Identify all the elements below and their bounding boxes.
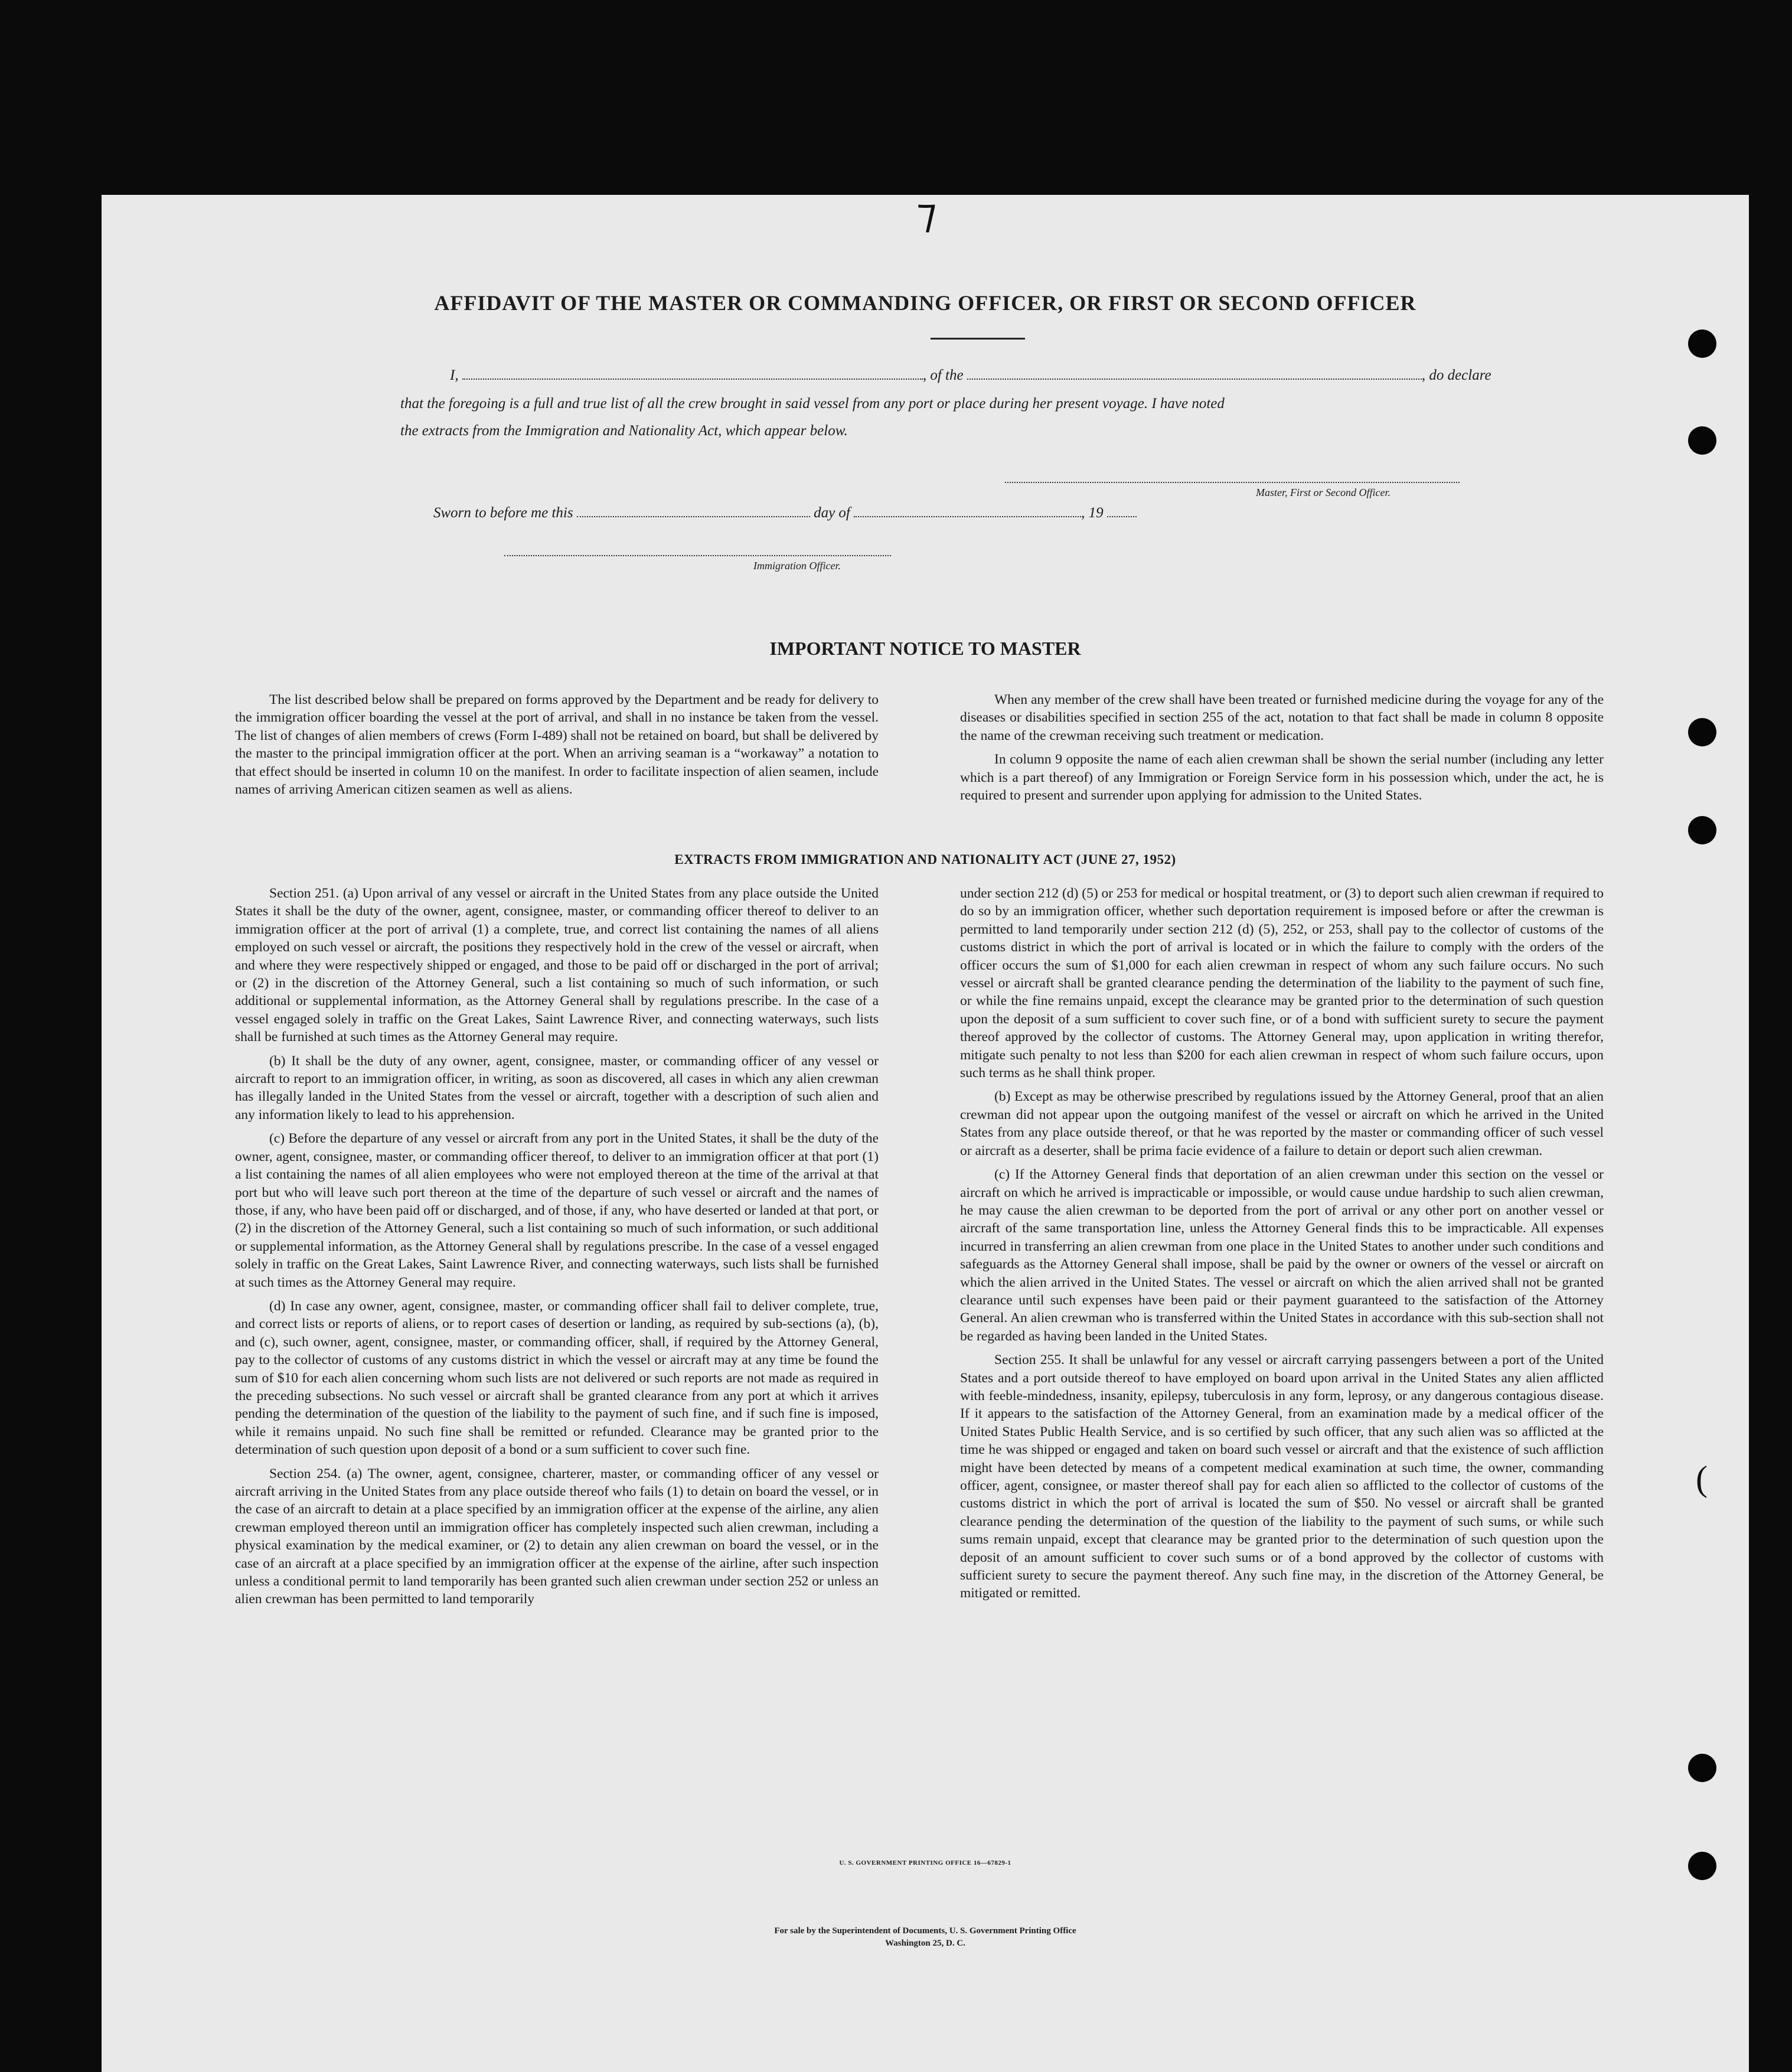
declare-label: , do declare [1421, 367, 1491, 383]
extracts-left-column [235, 885, 879, 1614]
notice-title: IMPORTANT NOTICE TO MASTER [769, 638, 1081, 659]
sworn-month-field[interactable] [854, 516, 1081, 517]
section-254a-continued: under section 212 (d) (5) or 253 for medical or hospital treatment, or (3) to deport such alien crewman if required to do so by an immigration officer, whether such deportation requirement is imposed before or after the crewman is permitted to land temporarily under section 212 (d) (5), 252, or 253, shall pay to the collector of customs of the customs district in which the port of arrival is located or in which the failure to comply with the orders of the officer occurs the sum of $1,000 for each alien crewman in respect of whom any such failure occurs. No such vessel or aircraft shall be granted clearance pending the determination of the liability to the payment of such fine, or while the fine remains unpaid, except the clearance may be granted prior to the determination of such question upon the deposit of a sum sufficient to cover such fine, or of a bond with sufficient surety to secure the payment thereof approved by the collector of customs. The Attorney General may, upon application in writing therefor, mitigate such penalty to not less than $200 for each alien crewman in respect of whom such failure occurs, upon such terms as he shall think proper. [960, 886, 1604, 1081]
section-254c: (c) If the Attorney General finds that deportation of an alien crewman under this section on the vessel or aircraft on which he arrived is impracticable or impossible, or would cause undue hardship to such alien crewman, he may cause the alien crewman to be deported from the port of arrival or any other port on another vessel or aircraft of the same transportation line, unless the Attorney General finds this to be impracticable. All expenses incurred in transferring an alien crewman from one place in the United States to another under such conditions and safeguards as the Attorney General shall impose, shall be paid by the owner or owners of the vessel or aircraft on which the alien arrived in the United States. The vessel or aircraft on which the alien arrived shall not be granted clearance until such expenses have been paid or their payment guaranteed to the satisfaction of the Attorney General. An alien crewman who is transferred within the United States in accordance with this sub-section shall not be regarded as having been landed in the United States. [960, 1167, 1604, 1344]
title-rule [931, 338, 1025, 340]
declaration-line [450, 367, 1572, 384]
notice-right-column [960, 691, 1604, 810]
notice-paragraph: When any member of the crew shall have been treated or furnished medicine during the voyage for any of the diseases or disabilities specified in section 255 of the act, notation to that fact shall be made in column 8 opposite the name of the crewman receiving such treatment or medication. [960, 692, 1604, 743]
binder-hole [1688, 816, 1716, 844]
day-of-label: day of [814, 505, 850, 521]
master-signature-line[interactable] [1005, 482, 1460, 483]
master-signature-label: Master, First or Second Officer. [1256, 487, 1390, 498]
section-251a: Section 251. (a) Upon arrival of any vessel or aircraft in the United States from any place outside the United States it shall be the duty of the owner, agent, consignee, master, or commanding officer thereof to deliver to an immigration officer at the port of arrival (1) a complete, true, and correct list containing the names of all aliens employed on such vessel or aircraft, the positions they respectively hold in the crew of the vessel or aircraft, when and where they were respectively shipped or engaged, and those to be paid off or discharged in the port of arrival; or (2) in the discretion of the Attorney General, such a list containing so much of such information, or such additional or supplemental information, as the Attorney General shall by regulations prescribe. In the case of a vessel engaged solely in traffic on the Great Lakes, Saint Lawrence River, and connecting waterways, such lists shall be furnished at such times as the Attorney General may require. [235, 886, 879, 1045]
immigration-officer-signature-line[interactable] [504, 555, 891, 556]
torn-mark: ⁊ [916, 191, 937, 237]
affidavit-title: AFFIDAVIT OF THE MASTER OR COMMANDING OFFICER, OR FIRST OR SECOND OFFICER [434, 291, 1416, 315]
section-254a: Section 254. (a) The owner, agent, consignee, charterer, master, or commanding officer of any vessel or aircraft arriving in the United States from any place outside thereof who fails (1) to detain on board the vessel, or in the case of an aircraft to detain at a place specified by an immigration officer at the expense of the airline, any alien crewman employed thereon until an immigration officer has completely inspected such alien crewman, including a physical examination by the medical examiner, or (2) to detain any alien crewman on board the vessel, or in the case of an aircraft at a place specified by an immigration officer at the expense of the airline, after such inspection unless a conditional permit to land temporarily has been granted such alien crewman under section 252 or unless an alien crewman has been permitted to land temporarily [235, 1466, 879, 1607]
sworn-day-field[interactable] [577, 516, 810, 517]
of-the-label: , of the [922, 367, 964, 383]
immigration-officer-label: Immigration Officer. [753, 560, 841, 572]
notice-left-column [235, 691, 879, 804]
sworn-year-field[interactable] [1107, 516, 1137, 517]
name-field[interactable] [462, 378, 923, 380]
gpo-imprint: U. S. GOVERNMENT PRINTING OFFICE 16—67829-1 [839, 1859, 1011, 1867]
section-251c: (c) Before the departure of any vessel or aircraft from any port in the United States, it shall be the duty of the owner, agent, consignee, master, or commanding officer thereof, to deliver to an immigration officer at that port (1) a list containing the names of all alien employees who were not employed thereon at the time of the arrival at that port but who will leave such port thereon at the time of the departure of such vessel or aircraft and the names of those, if any, who have been paid off or discharged, and of those, if any, who have deserted or landed at that port, or (2) in the discretion of the Attorney General, such a list containing so much of such information, or such additional or supplemental information, as the Attorney General shall by regulations prescribe. In the case of a vessel engaged solely in traffic on the Great Lakes, Saint Lawrence River, and connecting waterways, such lists shall be furnished at such times as the Attorney General may require. [235, 1131, 879, 1290]
binder-hole [1688, 1754, 1716, 1782]
binder-hole [1688, 426, 1716, 455]
sworn-label: Sworn to before me this [433, 505, 573, 521]
i-label: I, [450, 367, 459, 383]
section-255: Section 255. It shall be unlawful for any vessel or aircraft carrying passengers between a port of the United States and a port outside thereof to have employed on board upon arrival in the United States any alien afflicted with feeble-mindedness, insanity, epilepsy, tuberculosis in any form, leprosy, or any dangerous contagious disease. If it appears to the satisfaction of the Attorney General, from an examination made by a medical officer of the United States Public Health Service, and is so certified by such officer, that any such alien was so afflicted at the time he was shipped or engaged and taken on board such vessel or aircraft and that the existence of such affliction might have been detected by means of a competent medical examination at such time, the owner, commanding officer, agent, consignee, or master thereof shall pay for each alien so afflicted to the collector of customs of the customs district in which the port of arrival is located the sum of $50. No vessel or aircraft shall be granted clearance pending the determination of the question of the liability to the payment of such sums, or while such sums remain unpaid, except that clearance may be granted prior to the determination of such question upon the deposit of an amount sufficient to cover such sums or of a bond approved by the collector of customs with sufficient surety to secure the payment thereof. Any such fine may, in the discretion of the Attorney General, be mitigated or remitted. [960, 1352, 1604, 1601]
sale-line-2: Washington 25, D. C. [885, 1939, 965, 1948]
section-251d: (d) In case any owner, agent, consignee, master, or commanding officer shall fail to deliver complete, true, and correct lists or reports of aliens, or to report cases of desertion or landing, as required by sub-sections (a), (b), and (c), such owner, agent, consignee, master, or commanding officer, shall, if required by the Attorney General, pay to the collector of customs of any customs district in which the vessel or aircraft may at any time be found the sum of $10 for each alien concerning whom such lists are not delivered or such reports are not made as required in the preceding subsections. No such vessel or aircraft shall be granted clearance from any port at which it arrives pending the determination of the question of the liability to the payment of such fine, and if such fine is imposed, while it remains unpaid. No such fine shall be remitted or refunded. Clearance may be granted prior to the determination of such question upon deposit of a bond or a sum sufficient to cover such fine. [235, 1298, 879, 1458]
sale-line-1: For sale by the Superintendent of Documents, U. S. Government Printing Office [774, 1926, 1076, 1936]
year-label: , 19 [1081, 505, 1104, 521]
affidavit-statement-line-1: that the foregoing is a full and true list of all the crew brought in said vessel from any port or place during her present voyage. I have noted [400, 396, 1225, 412]
binder-hole [1688, 718, 1716, 746]
extracts-right-column [960, 885, 1604, 1608]
notice-paragraph: In column 9 opposite the name of each alien crewman shall be shown the serial number (including any letter which is a part thereof) of any Immigration or Foreign Service form in his possession which, under the act, he is required to present and surrender upon applying for admission to the United States. [960, 752, 1604, 804]
vessel-field[interactable] [967, 378, 1422, 380]
affidavit-statement-line-2: the extracts from the Immigration and Nationality Act, which appear below. [400, 423, 848, 439]
punch-mark: ( [1696, 1459, 1708, 1498]
sale-notice [102, 1925, 1749, 1950]
binder-hole [1688, 329, 1716, 358]
sworn-line [433, 505, 1319, 521]
notice-paragraph: The list described below shall be prepared on forms approved by the Department and be ready for delivery to the immigration officer boarding the vessel at the port of arrival, and shall in no instance be taken from the vessel. The list of changes of alien members of crews (Form I-489) shall not be retained on board, but shall be delivered by the master to the principal immigration officer at the port. When an arriving seaman is a “workaway” a notation to that effect should be inserted in column 10 on the manifest. In order to facilitate inspection of alien seamen, include names of arriving American citizen seamen as well as aliens. [235, 692, 879, 798]
form-page [102, 191, 1749, 2072]
section-251b: (b) It shall be the duty of any owner, agent, consignee, master, or commanding officer of any vessel or aircraft to report to an immigration officer, in writing, as soon as discovered, all cases in which any alien crewman has illegally landed in the United States from the vessel or aircraft, together with a description of such alien and any information likely to lead to his apprehension. [235, 1053, 879, 1123]
extracts-title: EXTRACTS FROM IMMIGRATION AND NATIONALITY ACT (JUNE 27, 1952) [674, 852, 1176, 867]
section-254b: (b) Except as may be otherwise prescribed by regulations issued by the Attorney General, proof that an alien crewman did not appear upon the outgoing manifest of the vessel or aircraft on which he arrived in the United States from any place outside thereof, or that he was reported by the master or commanding officer of such vessel or aircraft as a deserter, shall be prima facie evidence of a failure to detain or deport such alien crewman. [960, 1089, 1604, 1159]
